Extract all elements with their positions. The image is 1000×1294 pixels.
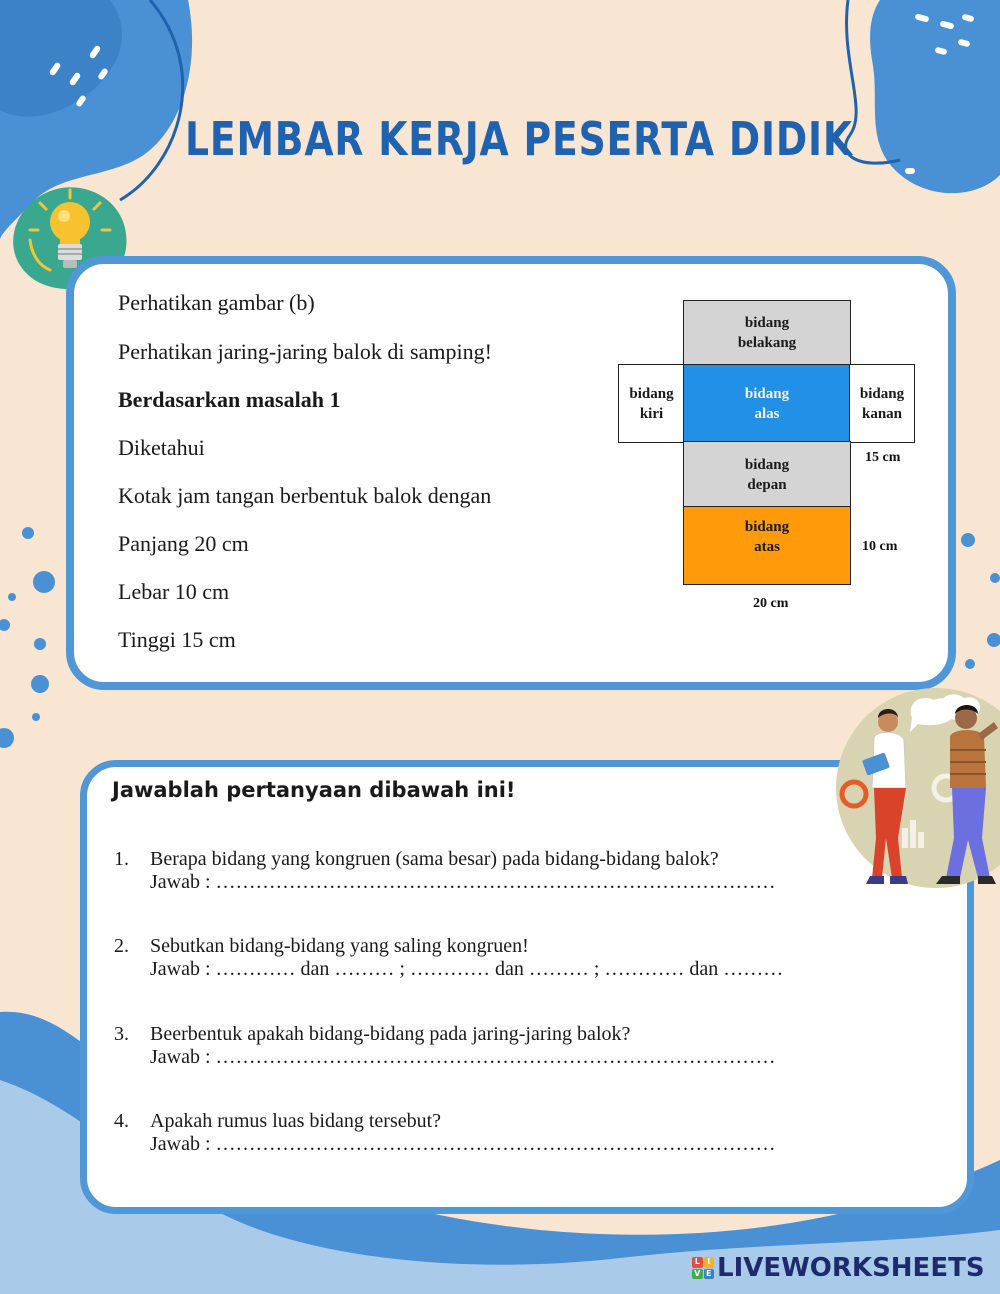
liveworksheets-logo-icon xyxy=(692,1257,714,1279)
info-line-diketahui: Diketahui xyxy=(118,435,205,460)
net-label-alas: bidang alas xyxy=(744,385,790,422)
liveworksheets-brand[interactable] xyxy=(692,1253,985,1283)
logo-letter: L xyxy=(692,1257,703,1268)
dimension-20cm: 20 cm xyxy=(753,596,789,611)
info-line-panjang: Panjang 20 cm xyxy=(118,531,249,556)
net-label-atas: bidang atas xyxy=(744,519,790,555)
net-panel-kiri xyxy=(618,364,685,443)
question-number: 2. xyxy=(114,935,129,957)
page-title: LEMBAR KERJA PESERTA DIDIK xyxy=(185,112,853,166)
net-label-belakang: bidang belakang xyxy=(737,315,797,351)
net-label-kanan: bidang kanan xyxy=(859,385,905,422)
info-line-tinggi: Tinggi 15 cm xyxy=(118,627,236,652)
answer-line[interactable]: Jawab : ………… dan ……… ; ………… dan ……… ; ………… dan ……… xyxy=(150,958,784,980)
cuboid-net-diagram xyxy=(610,292,930,632)
question-2 xyxy=(114,935,914,981)
info-line-lebar: Lebar 10 cm xyxy=(118,579,230,604)
question-text: Beerbentuk apakah bidang-bidang pada jaring-jaring balok? xyxy=(150,1023,631,1045)
net-panel-atas xyxy=(683,506,851,585)
net-panel-kanan xyxy=(849,364,915,443)
question-text: Berapa bidang yang kongruen (sama besar) pada bidang-bidang balok? xyxy=(150,848,719,870)
info-line-masalah: Berdasarkan masalah 1 xyxy=(118,387,341,412)
answer-line[interactable]: Jawab : ………………………………………………………………………… xyxy=(150,871,776,893)
answer-line[interactable]: Jawab : ………………………………………………………………………… xyxy=(150,1046,776,1068)
question-number: 3. xyxy=(114,1023,129,1045)
dimension-10cm: 10 cm xyxy=(862,539,898,554)
question-1 xyxy=(114,848,914,894)
net-panel-depan xyxy=(683,441,851,508)
info-line-jaring: Perhatikan jaring-jaring balok di samping! xyxy=(118,339,492,364)
people-discussion-illustration xyxy=(826,688,1000,898)
question-text: Sebutkan bidang-bidang yang saling kongruen! xyxy=(150,935,529,957)
question-number: 4. xyxy=(114,1110,129,1132)
logo-letter: E xyxy=(704,1269,715,1280)
info-line-gambar: Perhatikan gambar (b) xyxy=(118,290,315,315)
net-panel-alas xyxy=(683,364,851,443)
question-3 xyxy=(114,1023,914,1069)
logo-letter: I xyxy=(704,1257,715,1268)
question-number: 1. xyxy=(114,848,129,870)
logo-letter: V xyxy=(692,1269,703,1280)
net-panel-belakang xyxy=(683,300,851,366)
dimension-15cm: 15 cm xyxy=(865,450,901,465)
brand-name: LIVEWORKSHEETS xyxy=(717,1253,985,1283)
info-line-kotak: Kotak jam tangan berbentuk balok dengan xyxy=(118,483,492,508)
question-text: Apakah rumus luas bidang tersebut? xyxy=(150,1110,442,1132)
question-4 xyxy=(114,1110,914,1156)
net-label-depan: bidang depan xyxy=(744,456,790,493)
questions-heading: Jawablah pertanyaan dibawah ini! xyxy=(112,778,516,802)
answer-line[interactable]: Jawab : ………………………………………………………………………… xyxy=(150,1133,776,1155)
net-label-kiri: bidang kiri xyxy=(629,385,674,422)
